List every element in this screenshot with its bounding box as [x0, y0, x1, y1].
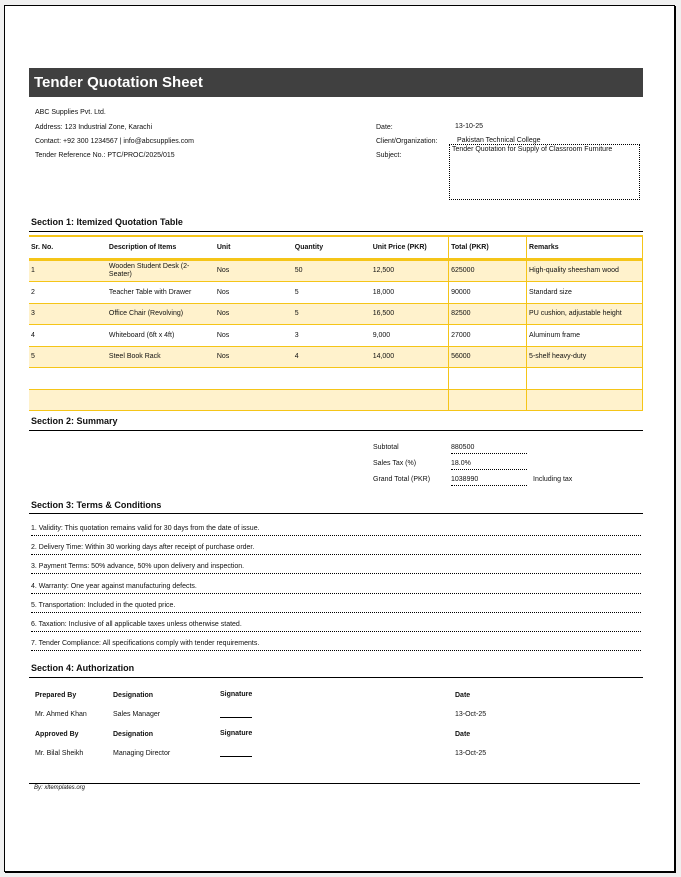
cell-unit-price[interactable]: 9,000: [371, 325, 449, 347]
prepared-name[interactable]: Mr. Ahmed Khan: [35, 711, 87, 718]
cell-unit[interactable]: [215, 389, 293, 411]
cell-unit-price[interactable]: 18,000: [371, 282, 449, 304]
cell-sr-no[interactable]: [29, 389, 107, 411]
cell-remarks[interactable]: 5-shelf heavy-duty: [527, 346, 643, 368]
date-label: Date:: [376, 124, 393, 131]
prepared-designation[interactable]: Sales Manager: [113, 711, 161, 718]
cell-unit[interactable]: Nos: [215, 282, 293, 304]
header-unit-price: Unit Price (PKR): [371, 236, 449, 259]
grand-total-note: Including tax: [533, 476, 573, 483]
cell-unit[interactable]: Nos: [215, 303, 293, 325]
document-title: Tender Quotation Sheet: [34, 74, 203, 91]
cell-total: 27000: [449, 325, 527, 347]
approved-name[interactable]: Mr. Bilal Sheikh: [35, 750, 84, 757]
section4-title: Section 4: Authorization: [31, 663, 135, 673]
cell-description[interactable]: Teacher Table with Drawer: [107, 282, 215, 304]
cell-total: [449, 389, 527, 411]
cell-quantity[interactable]: 4: [293, 346, 371, 368]
cell-description[interactable]: Whiteboard (6ft x 4ft): [107, 325, 215, 347]
title-bar: [29, 68, 643, 97]
grand-total-value: 1038990: [451, 476, 527, 486]
term-item: 2. Delivery Time: Within 30 working days after receipt of purchase order.: [31, 544, 641, 555]
header-total: Total (PKR): [449, 236, 527, 259]
cell-unit[interactable]: Nos: [215, 346, 293, 368]
prepared-date-label: Date: [455, 692, 471, 699]
table-row-empty: [29, 389, 643, 411]
term-item: 3. Payment Terms: 50% advance, 50% upon delivery and inspection.: [31, 563, 641, 574]
header-unit: Unit: [215, 236, 293, 259]
company-name: ABC Supplies Pvt. Ltd.: [35, 109, 106, 116]
subject-field[interactable]: Tender Quotation for Supply of Classroom Furniture: [449, 144, 640, 200]
prepared-signature-line[interactable]: [220, 711, 252, 720]
table-row: [29, 303, 643, 325]
table-row-empty: [29, 368, 643, 390]
cell-remarks[interactable]: [527, 368, 643, 390]
term-item: 1. Validity: This quotation remains valid for 30 days from the date of issue.: [31, 525, 641, 536]
cell-unit[interactable]: Nos: [215, 325, 293, 347]
approved-by-label: Approved By: [35, 731, 79, 738]
cell-quantity[interactable]: 50: [293, 259, 371, 282]
items-table: [29, 235, 643, 411]
cell-description[interactable]: Wooden Student Desk (2-Seater): [107, 259, 215, 282]
cell-total: [449, 368, 527, 390]
grand-total-label: Grand Total (PKR): [373, 476, 431, 483]
prepared-designation-label: Designation: [113, 692, 154, 699]
cell-description[interactable]: Steel Book Rack: [107, 346, 215, 368]
cell-sr-no[interactable]: 2: [29, 282, 107, 304]
section2-title: Section 2: Summary: [31, 416, 118, 426]
cell-description[interactable]: [107, 389, 215, 411]
cell-total: 90000: [449, 282, 527, 304]
cell-quantity[interactable]: [293, 368, 371, 390]
footer-divider: [29, 783, 640, 784]
table-row: [29, 346, 643, 368]
section1-divider: [29, 231, 643, 232]
term-item: 5. Transportation: Included in the quoted price.: [31, 602, 641, 613]
document-page: [4, 5, 675, 872]
cell-unit-price[interactable]: [371, 389, 449, 411]
cell-total: 82500: [449, 303, 527, 325]
approved-signature-line[interactable]: [220, 750, 252, 759]
header-remarks: Remarks: [527, 236, 643, 259]
section3-title: Section 3: Terms & Conditions: [31, 500, 162, 510]
prepared-by-label: Prepared By: [35, 692, 77, 699]
cell-description[interactable]: Office Chair (Revolving): [107, 303, 215, 325]
footer-credit: By: xltemplates.org: [34, 785, 86, 791]
cell-sr-no[interactable]: 3: [29, 303, 107, 325]
approved-signature-label: Signature: [220, 730, 253, 737]
sales-tax-label: Sales Tax (%): [373, 460, 417, 467]
section3-divider: [29, 513, 643, 514]
cell-unit-price[interactable]: 16,500: [371, 303, 449, 325]
table-row: [29, 282, 643, 304]
cell-unit[interactable]: [215, 368, 293, 390]
subtotal-value: 880500: [451, 444, 527, 454]
approved-designation[interactable]: Managing Director: [113, 750, 171, 757]
section1-title: Section 1: Itemized Quotation Table: [31, 217, 183, 227]
table-row: [29, 325, 643, 347]
section2-divider: [29, 430, 643, 431]
client-label: Client/Organization:: [376, 138, 438, 145]
sales-tax-value[interactable]: 18.0%: [451, 460, 527, 470]
cell-total: 56000: [449, 346, 527, 368]
cell-remarks[interactable]: Aluminum frame: [527, 325, 643, 347]
cell-sr-no[interactable]: 5: [29, 346, 107, 368]
cell-quantity[interactable]: 3: [293, 325, 371, 347]
approved-date-label: Date: [455, 731, 471, 738]
prepared-signature-label: Signature: [220, 691, 253, 698]
header-sr-no: Sr. No.: [29, 236, 107, 259]
header-description: Description of Items: [107, 236, 215, 259]
cell-quantity[interactable]: [293, 389, 371, 411]
date-value[interactable]: 13-10-25: [455, 123, 484, 130]
prepared-date[interactable]: 13-Oct-25: [455, 711, 487, 718]
header-quantity: Quantity: [293, 236, 371, 259]
approved-date[interactable]: 13-Oct-25: [455, 750, 487, 757]
cell-remarks[interactable]: [527, 389, 643, 411]
approved-designation-label: Designation: [113, 731, 154, 738]
cell-remarks[interactable]: PU cushion, adjustable height: [527, 303, 643, 325]
company-contact: Contact: +92 300 1234567 | info@abcsupplies.com: [35, 138, 194, 145]
cell-sr-no[interactable]: 1: [29, 259, 107, 282]
cell-unit-price[interactable]: 14,000: [371, 346, 449, 368]
cell-remarks[interactable]: High-quality sheesham wood: [527, 259, 643, 282]
cell-unit-price[interactable]: 12,500: [371, 259, 449, 282]
cell-total: 625000: [449, 259, 527, 282]
cell-unit-price[interactable]: [371, 368, 449, 390]
cell-sr-no[interactable]: 4: [29, 325, 107, 347]
table-row: [29, 259, 643, 282]
cell-description[interactable]: [107, 368, 215, 390]
subject-label: Subject:: [376, 152, 402, 159]
cell-quantity[interactable]: 5: [293, 303, 371, 325]
client-value[interactable]: Pakistan Technical College: [457, 137, 541, 144]
cell-unit[interactable]: Nos: [215, 259, 293, 282]
cell-remarks[interactable]: Standard size: [527, 282, 643, 304]
term-item: 6. Taxation: Inclusive of all applicable taxes unless otherwise stated.: [31, 621, 641, 632]
term-item: 4. Warranty: One year against manufacturing defects.: [31, 583, 641, 594]
subtotal-label: Subtotal: [373, 444, 399, 451]
cell-sr-no[interactable]: [29, 368, 107, 390]
cell-quantity[interactable]: 5: [293, 282, 371, 304]
company-address: Address: 123 Industrial Zone, Karachi: [35, 124, 153, 131]
table-header-row: [29, 236, 643, 259]
tender-reference: Tender Reference No.: PTC/PROC/2025/015: [35, 152, 175, 159]
term-item: 7. Tender Compliance: All specifications comply with tender requirements.: [31, 640, 641, 651]
section4-divider: [29, 677, 643, 678]
